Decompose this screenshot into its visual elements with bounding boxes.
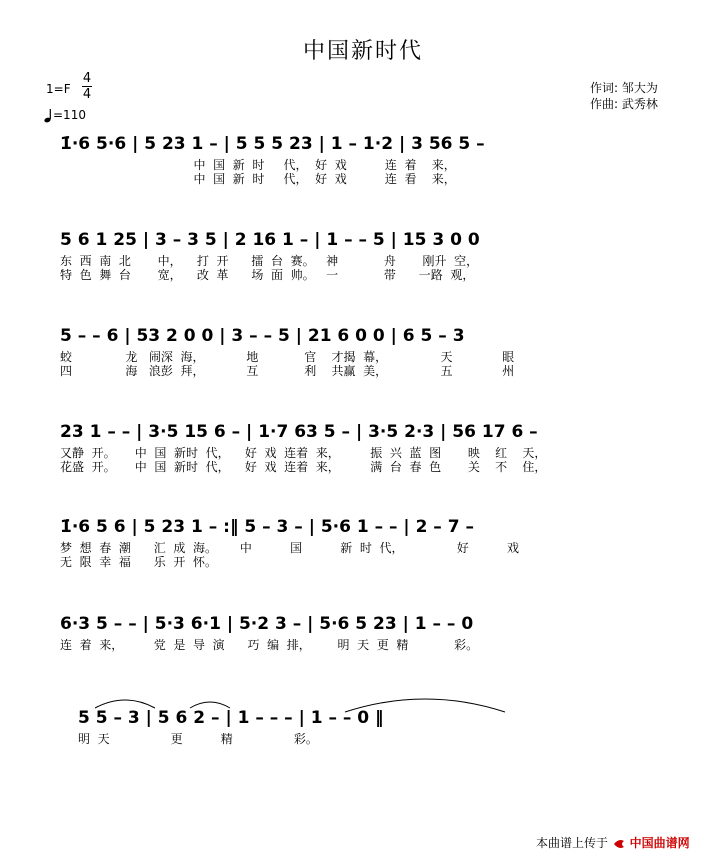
footer-brand: 中国曲谱网 xyxy=(629,836,690,850)
tempo-marking xyxy=(44,108,86,123)
notation-text: 23 1 – – | 3·5 15 6 – | 1·7 63 5 – | 3·5 2·3 | 56 17 6 – xyxy=(60,422,538,442)
time-signature-bottom: 4 xyxy=(82,87,92,102)
lyric-line-2: 特 色 舞 台 宽， 改 革 场 面 帅。 一 带 一路 观， xyxy=(60,268,475,282)
lyric-line-1: 东 西 南 北 中， 打 开 擂 台 赛。 神 舟 刚升 空， xyxy=(60,254,479,268)
lyric-line-2: 花盛 开。 中 国 新时 代， 好 戏 连着 来， 满 台 春 色 关 不 住， xyxy=(60,460,547,474)
lyric-line-1: 中 国 新 时 代， 好 戏 连 着 来， xyxy=(60,158,456,172)
site-logo-icon xyxy=(612,838,626,850)
footer-prefix: 本曲谱上传于 xyxy=(536,836,609,850)
score-row-6 xyxy=(0,612,726,692)
slur-marks xyxy=(95,694,695,714)
notation-text: 5 6 1 25 | 3 – 3 5 | 2 16 1 – | 1 – – 5 | 15 3 0 0 xyxy=(60,230,480,250)
lyric-line-2: 四 海 浪彭 拜， 互 利 共赢 美， 五 州 xyxy=(60,364,515,378)
notes-row-2 xyxy=(60,228,690,254)
notes-row-4 xyxy=(60,420,690,446)
score-row-3 xyxy=(0,324,726,404)
lyric-line-1: 明 天 更 精 彩。 xyxy=(78,732,318,746)
lyric-line-2: 中 国 新 时 代， 好 戏 连 看 来， xyxy=(60,172,456,186)
composer: 作曲: 武秀林 xyxy=(590,97,658,111)
notation-text: 1̇·6 5·6 | 5 23 1 – | 5 5 5 23 | 1 – 1·2 | 3 56 5 – xyxy=(60,134,485,154)
lyric-line-1: 连 着 来， 党 是 导 演 巧 编 排， 明 天 更 精 彩。 xyxy=(60,638,479,652)
notes-row-3 xyxy=(60,324,690,350)
lyric-line-1: 蛟 龙 闹深 海， 地 官 才揭 幕， 天 眼 xyxy=(60,350,515,364)
lyric-line-1: 梦 想 春 潮 汇 成 海。 中 国 新 时 代， 好 戏 xyxy=(60,541,520,555)
footer-attribution xyxy=(536,834,690,851)
lyric-line-1: 又静 开。 中 国 新时 代， 好 戏 连着 来， 振 兴 蓝 图 映 红 天， xyxy=(60,446,547,460)
notation-text: 1̇·6 5 6 | 5 23 1 – :‖ 5 – 3 – | 5·6 1 – – | 2 – 7 – xyxy=(60,517,474,537)
notation-text: 6·3 5 – – | 5·3 6·1 | 5·2 3 – | 5·6 5 23 | 1 – – 0 xyxy=(60,614,474,634)
score-row-4 xyxy=(0,420,726,500)
notation-text: 5 – – 6 | 53 2 0 0 | 3 – – 5 | 21 6 0 0 | 6 5 – 3 xyxy=(60,326,465,346)
notes-row-5 xyxy=(60,515,690,541)
score-row-5 xyxy=(0,515,726,595)
credits xyxy=(590,80,658,112)
score-row-7 xyxy=(0,706,726,786)
time-signature-top: 4 xyxy=(82,71,92,86)
notes-row-1 xyxy=(60,132,690,158)
time-signature xyxy=(82,72,92,101)
score-row-2 xyxy=(0,228,726,308)
lyricist: 作词: 邹大为 xyxy=(590,81,658,95)
quarter-note-icon xyxy=(44,109,53,123)
tempo-value: =110 xyxy=(53,108,86,122)
key-signature: 1=F xyxy=(46,82,71,96)
song-title: 中国新时代 xyxy=(302,39,423,64)
score-row-1 xyxy=(0,132,726,212)
lyric-line-2: 无 限 幸 福 乐 开 怀。 xyxy=(60,555,218,569)
notes-row-6 xyxy=(60,612,690,638)
notation-text: 5 5 – 3 | 5 6 2 – | 1 – – – | 1 – – 0 ‖ xyxy=(78,708,384,728)
